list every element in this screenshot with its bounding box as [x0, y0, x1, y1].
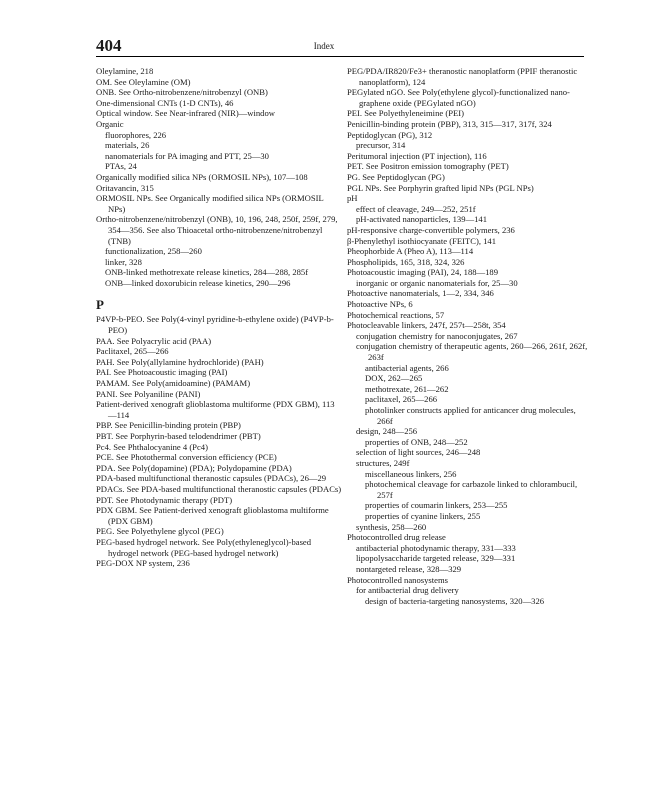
- index-entry: PEG-DOX NP system, 236: [96, 558, 190, 569]
- index-subentry: nanomaterials for PA imaging and PTT, 25—30: [105, 150, 269, 161]
- index-column-left: [96, 66, 342, 569]
- index-subentry: properties of ONB, 248—252: [365, 436, 468, 447]
- index-entry: pH-responsive charge-convertible polymers, 236: [347, 224, 515, 235]
- index-subentry: paclitaxel, 265—266: [365, 394, 438, 405]
- index-entry: Photocleavable linkers, 247f, 257t—258t, 354: [347, 320, 506, 331]
- index-entry: Ortho-nitrobenzene/nitrobenzyl (ONB), 10, 196, 248, 250f, 259f, 279, 354—356. See also Thioacetal ortho-nitrobenzene/nitrobenzyl (TNB): [96, 214, 338, 246]
- index-entry: Photocontrolled nanosystems: [347, 574, 448, 585]
- index-entry: PET. See Positron emission tomography (PET): [347, 161, 509, 172]
- index-subentry: DOX, 262—265: [365, 373, 423, 384]
- index-entry: Pc4. See Phthalocyanine 4 (Pc4): [96, 441, 208, 452]
- index-subentry: photolinker constructs applied for anticancer drug molecules, 266f: [365, 405, 576, 426]
- index-entry: OM. See Oleylamine (OM): [96, 76, 191, 87]
- index-entry: Optical window. See Near-infrared (NIR)—window: [96, 108, 275, 119]
- index-subentry: design of bacteria-targeting nanosystems, 320—326: [365, 595, 545, 606]
- index-subentry: materials, 26: [105, 140, 150, 151]
- index-subentry: ONB-linked methotrexate release kinetics, 284—288, 285f: [105, 267, 309, 278]
- index-entry: PEG/PDA/IR820/Fe3+ theranostic nanoplatform (PPIF theranostic nanoplatform), 124: [347, 66, 578, 87]
- index-entry: Photoacoustic imaging (PAI), 24, 188—189: [347, 267, 499, 278]
- index-entry: Organic: [96, 118, 124, 129]
- index-entry: Patient-derived xenograft glioblastoma multiforme (PDX GBM), 113—114: [96, 399, 335, 420]
- index-entry: Peritumoral injection (PT injection), 116: [347, 150, 487, 161]
- header-rule: [96, 56, 584, 57]
- index-subentry: effect of cleavage, 249—252, 251f: [356, 203, 476, 214]
- index-subentry: fluorophores, 226: [105, 129, 167, 140]
- index-subentry: linker, 328: [105, 256, 142, 267]
- index-entry: PDACs. See PDA-based multifunctional theranostic capsules (PDACs): [96, 483, 342, 494]
- index-entry: pH: [347, 193, 358, 204]
- index-subentry: antibacterial agents, 266: [365, 362, 449, 373]
- index-subentry: pH-activated nanoparticles, 139—141: [356, 214, 488, 225]
- index-subentry: antibacterial photodynamic therapy, 331—333: [356, 542, 516, 553]
- index-entry: PAI. See Photoacoustic imaging (PAI): [96, 367, 228, 378]
- index-subentry: methotrexate, 261—262: [365, 383, 449, 394]
- index-subentry: selection of light sources, 246—248: [356, 447, 481, 458]
- index-entry: Oritavancin, 315: [96, 182, 154, 193]
- page-number: 404: [96, 36, 122, 55]
- index-entry: ORMOSIL NPs. See Organically modified silica NPs (ORMOSIL NPs): [96, 193, 324, 214]
- index-subentry: inorganic or organic nanomaterials for, 25—30: [356, 277, 518, 288]
- index-entry: Pheophorbide A (Pheo A), 113—114: [347, 246, 474, 257]
- index-subentry: conjugation chemistry of therapeutic agents, 260—266, 261f, 262f, 263f: [356, 341, 588, 363]
- index-entry: One-dimensional CNTs (1-D CNTs), 46: [96, 97, 234, 108]
- index-entry: PDX GBM. See Patient-derived xenograft glioblastoma multiforme (PDX GBM): [96, 505, 329, 526]
- index-entry: PEG. See Polyethylene glycol (PEG): [96, 526, 224, 537]
- index-entry: PBT. See Porphyrin-based telodendrimer (PBT): [96, 431, 261, 441]
- index-subentry: miscellaneous linkers, 256: [365, 468, 457, 479]
- index-subentry: synthesis, 258—260: [356, 521, 427, 532]
- index-subentry: properties of cyanine linkers, 255: [365, 510, 481, 521]
- index-entry: PCE. See Photothermal conversion efficiency (PCE): [96, 452, 277, 463]
- index-entry: Photoactive nanomaterials, 1—2, 334, 346: [347, 288, 494, 299]
- index-entry: PAH. See Poly(allylamine hydrochloride) (PAH): [96, 356, 264, 367]
- index-entry: Peptidoglycan (PG), 312: [347, 129, 433, 140]
- index-entry: PEI. See Polyethyleneimine (PEI): [347, 108, 464, 119]
- index-subentry: PTAs, 24: [105, 161, 137, 172]
- index-entry: PEG-based hydrogel network. See Poly(ethyleneglycol)-based hydrogel network (PEG-based hydrogel network): [96, 536, 312, 558]
- index-entry: PDA-based multifunctional theranostic capsules (PDACs), 26—29: [96, 473, 327, 484]
- index-subentry: functionalization, 258—260: [105, 246, 202, 257]
- index-subentry: ONB—linked doxorubicin release kinetics, 290—296: [105, 277, 291, 288]
- index-entry: ONB. See Ortho-nitrobenzene/nitrobenzyl (ONB): [96, 87, 268, 98]
- index-subentry: for antibacterial drug delivery: [356, 585, 459, 596]
- index-subentry: nontargeted release, 328—329: [356, 563, 462, 574]
- index-entry: Photocontrolled drug release: [347, 532, 446, 543]
- index-entry: Paclitaxel, 265—266: [96, 346, 169, 357]
- index-entry: Penicillin-binding protein (PBP), 313, 315—317, 317f, 324: [347, 118, 552, 129]
- index-entry: Oleylamine, 218: [96, 66, 154, 76]
- index-subentry: precursor, 314: [356, 140, 406, 151]
- index-entry: PG. See Peptidoglycan (PG): [347, 171, 445, 182]
- index-entry: PBP. See Penicillin-binding protein (PBP): [96, 420, 241, 431]
- index-entry: Photochemical reactions, 57: [347, 309, 445, 320]
- running-head: Index: [313, 41, 335, 51]
- section-letter: P: [96, 297, 104, 313]
- index-entry: PDA. See Poly(dopamine) (PDA); Polydopamine (PDA): [96, 462, 292, 473]
- index-column-right: [347, 66, 593, 606]
- index-subentry: design, 248—256: [356, 426, 418, 437]
- index-subentry: conjugation chemistry for nanoconjugates, 267: [356, 330, 518, 341]
- index-subentry: photochemical cleavage for carbazole linked to chlorambucil, 257f: [365, 479, 578, 500]
- index-entry: P4VP-b-PEO. See Poly(4-vinyl pyridine-b-ethylene oxide) (P4VP-b-PEO): [96, 314, 334, 336]
- index-subentry: structures, 249f: [356, 457, 410, 468]
- index-entry: PAA. See Polyacrylic acid (PAA): [96, 335, 212, 346]
- index-entry: Organically modified silica NPs (ORMOSIL NPs), 107—108: [96, 171, 308, 182]
- index-entry: PGL NPs. See Porphyrin grafted lipid NPs (PGL NPs): [347, 182, 534, 193]
- index-entry: PEGylated nGO. See Poly(ethylene glycol)-functionalized nano-graphene oxide (PEGylated nGO): [347, 87, 570, 108]
- index-entry: Phospholipids, 165, 318, 324, 326: [347, 256, 465, 267]
- index-subentry: lipopolysaccharide targeted release, 329—331: [356, 553, 516, 564]
- index-entry: Photoactive NPs, 6: [347, 299, 413, 310]
- index-entry: β-Phenylethyl isothiocyanate (FEITC), 141: [347, 235, 497, 246]
- index-entry: PDT. See Photodynamic therapy (PDT): [96, 494, 233, 505]
- index-entry: PAMAM. See Poly(amidoamine) (PAMAM): [96, 378, 251, 389]
- index-subentry: properties of coumarin linkers, 253—255: [365, 500, 508, 511]
- index-entry: PANI. See Polyaniline (PANI): [96, 388, 201, 399]
